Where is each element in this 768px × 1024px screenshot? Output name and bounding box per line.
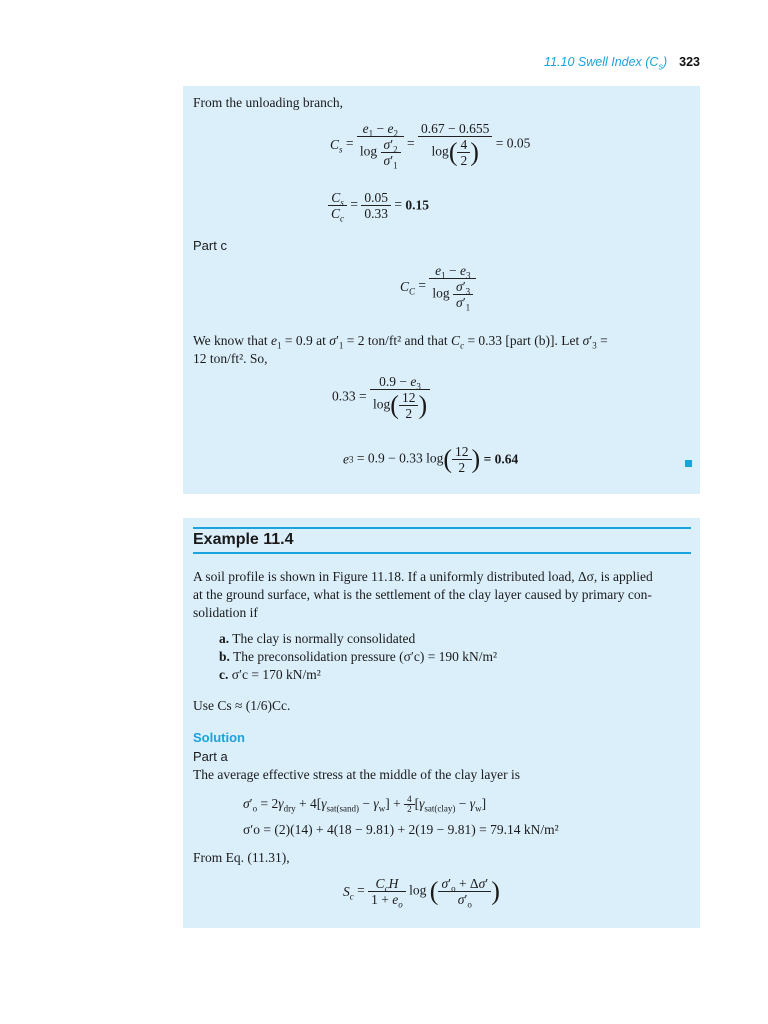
equation-settlement: $S_c$ = $\frac{C_cH}{1 + e_o}$ log ( $\frac{\sigma'_o + \Delta\sigma'}{\sigma'_o}$ )	[343, 876, 500, 910]
running-header	[544, 55, 700, 72]
use-ratio-line: Use Cs ≈ (1/6)Cc.	[193, 698, 291, 713]
example-prompt-line1: A soil profile is shown in Figure 11.18. If a uniformly distributed load, Δσ, is applied	[193, 569, 653, 584]
equation-e3-setup: 0.33 = $0.9 - e_3$ log( $\frac{12}{2}$ )	[332, 374, 430, 421]
equation-cc: $C_C$ = $e_1 - e_3$ log $\frac{\sigma'_3}{\sigma'_1}$	[400, 263, 476, 310]
from-eq-text: From Eq. (11.31),	[193, 850, 290, 865]
example-top-rule	[193, 527, 691, 529]
given-values-line2: 12 ton/ft². So,	[193, 351, 268, 366]
list-item-a: a. The clay is normally consolidated	[219, 631, 416, 646]
equation-sigma-general: $\sigma'_o = 2\gamma_{dry} + 4[\gamma_{sat(sand)} - \gamma_w]$ + $\frac{4}{2}$ $[\gamma_{sat(clay)} - \gamma_w]$	[243, 794, 487, 815]
given-values-line1: We know that $e_1 = 0.9$ at $\sigma'_1 = 2$ ton/ft² and that $C_c = 0.33$ [part (b)]. Let $\sigma'_3$ =	[193, 333, 608, 351]
example-prompt-line3: solidation if	[193, 605, 258, 620]
page-number: 323	[679, 55, 700, 69]
equation-cs-cc-ratio: $\frac{C_s}{C_c}$ = $\frac{0.05}{0.33}$ = 0.15	[328, 190, 429, 221]
end-of-example-mark	[685, 460, 692, 467]
unloading-intro: From the unloading branch,	[193, 95, 343, 110]
example-prompt-line2: at the ground surface, what is the settlement of the clay layer caused by primary con-	[193, 587, 652, 602]
part-c-heading: Part c	[193, 238, 227, 253]
solution-heading: Solution	[193, 730, 245, 745]
example-title: Example 11.4	[193, 531, 294, 548]
avg-stress-text: The average effective stress at the middle of the clay layer is	[193, 767, 520, 782]
equation-sigma-numeric: σ′o = (2)(14) + 4(18 − 9.81) + 2(19 − 9.81) = 79.14 kN/m²	[243, 822, 559, 837]
list-item-b: b. The preconsolidation pressure (σ′c) = 190 kN/m²	[219, 649, 498, 664]
section-title: 11.10 Swell Index $(C_s)$	[544, 55, 668, 72]
part-a-heading: Part a	[193, 749, 228, 764]
equation-e3-result: e3 = 0.9 − 0.33 log( $\frac{12}{2}$ ) = 0.64	[343, 444, 519, 475]
equation-cs: $C_s$ = $e_1 - e_2$ log $\frac{\sigma'_2}{\sigma'_1}$ = 0.67 − 0.655 log( $\frac{4}{2}$ ) = 0.05	[330, 121, 531, 171]
list-item-c: c. σ′c = 170 kN/m²	[219, 667, 321, 682]
example-bottom-rule	[193, 552, 691, 554]
